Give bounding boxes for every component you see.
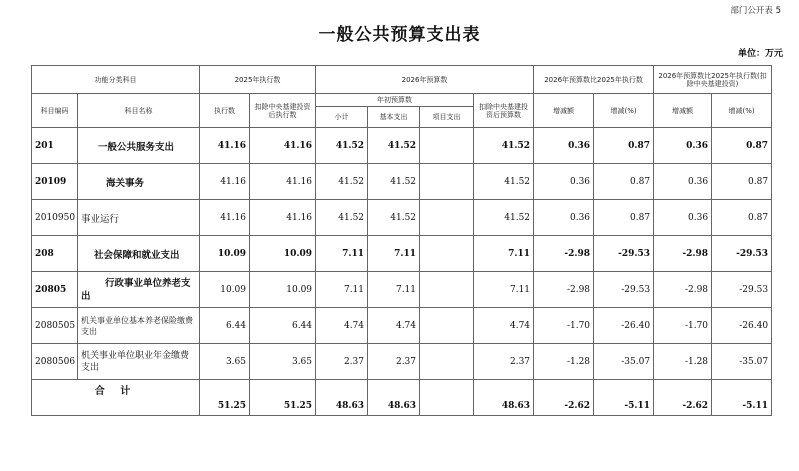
row-budget-excl: 7.11 [474,236,534,272]
row-subtotal: 4.74 [316,308,368,344]
row-inc-pct-2: 0.87 [712,200,772,236]
row-exec: 41.16 [200,164,250,200]
row-basic: 7.11 [368,236,420,272]
row-project [420,236,474,272]
row-name: 机关事业单位基本养老保险缴费支出 [78,308,200,344]
row-budget-excl: 4.74 [474,308,534,344]
header-func-class: 功能分类科目 [32,66,200,94]
row-name: 机关事业单位职业年金缴费支出 [78,344,200,380]
row-name: 一般公共服务支出 [78,128,200,164]
row-inc-pct-1: 0.87 [594,164,654,200]
form-number: 部门公开表 5 [730,6,781,16]
total-row [32,380,772,416]
row-budget-excl: 7.11 [474,272,534,308]
row-inc-amt-1: -2.98 [534,236,594,272]
row-inc-pct-2: -35.07 [712,344,772,380]
row-subtotal: 41.52 [316,164,368,200]
table-row [32,236,772,272]
row-exec-excl: 10.09 [250,236,316,272]
row-inc-pct-1: 0.87 [594,128,654,164]
total-inc-amt-1: -2.62 [534,380,594,416]
row-inc-pct-2: -26.40 [712,308,772,344]
row-basic: 2.37 [368,344,420,380]
row-inc-pct-1: 0.87 [594,200,654,236]
row-inc-amt-2: -2.98 [654,236,712,272]
row-project [420,308,474,344]
row-subtotal: 41.52 [316,128,368,164]
row-exec-excl: 6.44 [250,308,316,344]
row-exec: 10.09 [200,236,250,272]
budget-table [31,65,772,416]
row-budget-excl: 41.52 [474,200,534,236]
row-exec: 10.09 [200,272,250,308]
total-inc-pct-1: -5.11 [594,380,654,416]
total-basic: 48.63 [368,380,420,416]
row-code: 201 [32,128,78,164]
row-subtotal: 7.11 [316,236,368,272]
row-budget-excl: 2.37 [474,344,534,380]
row-basic: 4.74 [368,308,420,344]
header-exec: 执行数 [200,94,250,128]
total-exec-excl: 51.25 [250,380,316,416]
row-inc-amt-2: 0.36 [654,200,712,236]
row-exec-excl: 41.16 [250,128,316,164]
row-exec: 41.16 [200,128,250,164]
row-project [420,344,474,380]
header-budget-excl: 扣除中央基建投资后预算数 [474,94,534,128]
row-exec-excl: 41.16 [250,164,316,200]
row-inc-amt-1: -2.98 [534,272,594,308]
header-basic: 基本支出 [368,107,420,128]
row-project [420,128,474,164]
header-project: 项目支出 [420,107,474,128]
header-inc-pct-1: 增减(%) [594,94,654,128]
row-inc-amt-2: -1.70 [654,308,712,344]
page-title: 一般公共预算支出表 [318,25,481,45]
row-name: 事业运行 [78,200,200,236]
row-subtotal: 7.11 [316,272,368,308]
row-code: 2010950 [32,200,78,236]
unit-label: 单位：万元 [737,49,783,59]
header-inc-amt-2: 增减额 [654,94,712,128]
row-inc-amt-1: -1.70 [534,308,594,344]
row-inc-pct-2: -29.53 [712,236,772,272]
table-row [32,200,772,236]
row-code: 208 [32,236,78,272]
row-inc-amt-2: -2.98 [654,272,712,308]
row-name: 海关事务 [78,164,200,200]
row-project [420,272,474,308]
row-inc-pct-2: -29.53 [712,272,772,308]
row-inc-amt-1: -1.28 [534,344,594,380]
total-inc-amt-2: -2.62 [654,380,712,416]
row-inc-amt-1: 0.36 [534,128,594,164]
row-inc-pct-2: 0.87 [712,164,772,200]
total-label: 合 计 [32,380,200,416]
row-exec: 6.44 [200,308,250,344]
table-row [32,164,772,200]
row-name: 社会保障和就业支出 [78,236,200,272]
row-budget-excl: 41.52 [474,164,534,200]
row-exec: 41.16 [200,200,250,236]
row-inc-amt-1: 0.36 [534,200,594,236]
row-exec-excl: 41.16 [250,200,316,236]
row-inc-amt-2: 0.36 [654,164,712,200]
header-compare-1: 2026年预算数比2025年执行数 [534,66,654,94]
row-basic: 41.52 [368,128,420,164]
total-project [420,380,474,416]
total-inc-pct-2: -5.11 [712,380,772,416]
row-code: 20805 [32,272,78,308]
header-inc-amt-1: 增减额 [534,94,594,128]
row-subtotal: 2.37 [316,344,368,380]
row-inc-pct-1: -29.53 [594,272,654,308]
row-inc-amt-2: -1.28 [654,344,712,380]
row-project [420,200,474,236]
row-exec-excl: 10.09 [250,272,316,308]
row-project [420,164,474,200]
header-code: 科目编码 [32,94,78,128]
header-inc-pct-2: 增减(%) [712,94,772,128]
total-budget-excl: 48.63 [474,380,534,416]
row-code: 2080505 [32,308,78,344]
row-exec: 3.65 [200,344,250,380]
table-row [32,128,772,164]
header-row-1 [32,66,772,94]
table-row [32,344,772,380]
header-compare-2: 2026年预算数比2025年执行数(扣除中央基建投资) [654,66,772,94]
header-row-2 [32,94,772,107]
header-exec-excl: 扣除中央基建投资后执行数 [250,94,316,128]
row-basic: 7.11 [368,272,420,308]
row-code: 2080506 [32,344,78,380]
total-exec: 51.25 [200,380,250,416]
row-basic: 41.52 [368,164,420,200]
row-inc-amt-1: 0.36 [534,164,594,200]
row-name: 行政事业单位养老支出 [78,272,200,308]
row-exec-excl: 3.65 [250,344,316,380]
row-basic: 41.52 [368,200,420,236]
header-name: 科目名称 [78,94,200,128]
row-inc-pct-1: -35.07 [594,344,654,380]
row-subtotal: 41.52 [316,200,368,236]
header-initial-budget: 年初预算数 [316,94,474,107]
header-exec-2025: 2025年执行数 [200,66,316,94]
row-inc-pct-1: -29.53 [594,236,654,272]
row-budget-excl: 41.52 [474,128,534,164]
row-inc-pct-1: -26.40 [594,308,654,344]
table-row [32,308,772,344]
header-budget-2026: 2026年预算数 [316,66,534,94]
header-subtotal: 小计 [316,107,368,128]
table-row [32,272,772,308]
total-subtotal: 48.63 [316,380,368,416]
row-inc-pct-2: 0.87 [712,128,772,164]
row-code: 20109 [32,164,78,200]
row-inc-amt-2: 0.36 [654,128,712,164]
